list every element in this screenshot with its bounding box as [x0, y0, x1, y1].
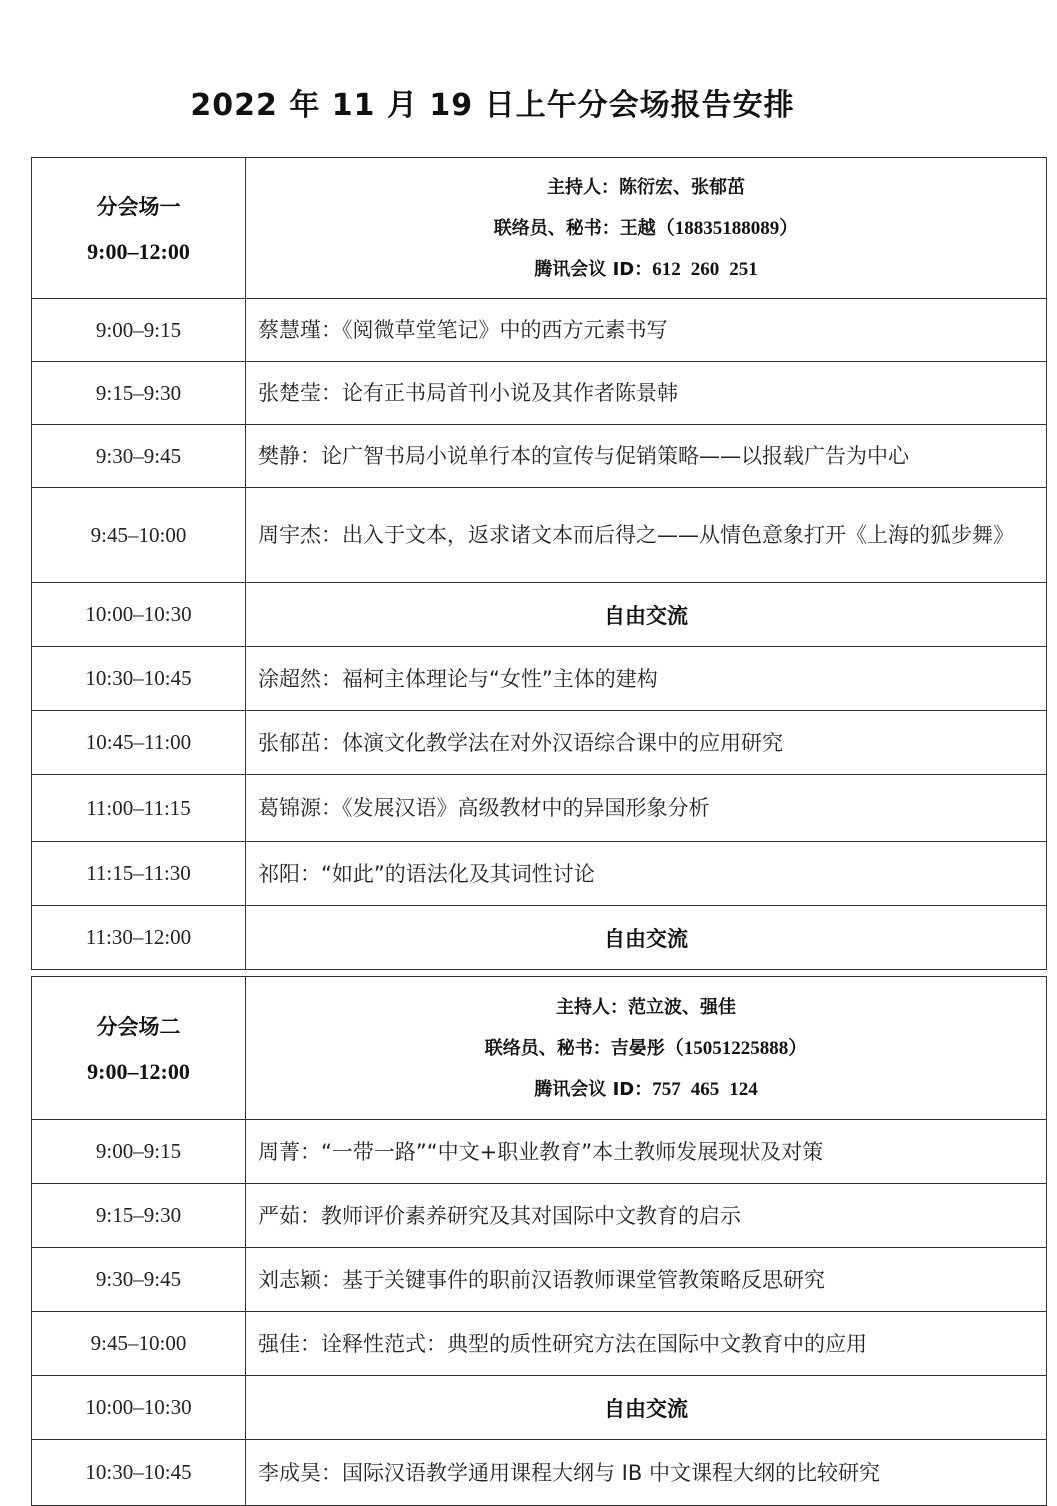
session-table: [31, 976, 1047, 1506]
table-row: [32, 711, 1047, 775]
talk-cell: 周菁：“一带一路”“中文+职业教育”本土教师发展现状及对策: [246, 1120, 1047, 1184]
talk-cell: 葛锦源：《发展汉语》高级教材中的异国形象分析: [246, 775, 1047, 842]
talk-cell: 蔡慧瑾：《阅微草堂笔记》中的西方元素书写: [246, 299, 1047, 362]
host-names: 陈衍宏、张郁茁: [619, 176, 745, 198]
table-row: [32, 299, 1047, 362]
host-label: 主持人：: [547, 176, 619, 198]
time-cell: 9:45–10:00: [32, 488, 246, 583]
table-row: [32, 425, 1047, 488]
meeting-id-part: 612: [652, 258, 681, 280]
talk-cell: 强佳：诠释性范式：典型的质性研究方法在国际中文教育中的应用: [246, 1312, 1047, 1376]
time-cell: 10:30–10:45: [32, 647, 246, 711]
time-cell: 11:30–12:00: [32, 906, 246, 970]
time-cell: 11:15–11:30: [32, 842, 246, 906]
meeting-id-part: 757: [652, 1078, 681, 1100]
talk-cell: 樊静：论广智书局小说单行本的宣传与促销策略——以报载广告为中心: [246, 425, 1047, 488]
time-cell: 10:45–11:00: [32, 711, 246, 775]
table-row: [32, 647, 1047, 711]
meeting-line: [246, 249, 1046, 290]
table-row: [32, 1312, 1047, 1376]
meeting-id: [652, 259, 758, 280]
talk-cell: 严茹：教师评价素养研究及其对国际中文教育的启示: [246, 1184, 1047, 1248]
host-label: 主持人：: [556, 996, 628, 1018]
table-row: [32, 842, 1047, 906]
session-info-cell: [246, 977, 1047, 1120]
session-time: 9:00–12:00: [87, 239, 190, 264]
talk-cell: 刘志颖：基于关键事件的职前汉语教师课堂管教策略反思研究: [246, 1248, 1047, 1312]
contact-name: 王越: [619, 217, 656, 239]
table-row: [32, 1248, 1047, 1312]
talk-cell: 周宇杰：出入于文本，返求诸文本而后得之——从情色意象打开《上海的狐步舞》: [246, 488, 1047, 583]
page-title: 2022 年 11 月 19 日上午分会场报告安排: [190, 88, 795, 123]
time-cell: 10:00–10:30: [32, 583, 246, 647]
time-cell: 9:00–9:15: [32, 299, 246, 362]
table-row: [32, 775, 1047, 842]
meeting-label: 腾讯会议 ID：: [534, 1078, 653, 1100]
time-cell: 9:00–9:15: [32, 1120, 246, 1184]
session-name-cell: [32, 977, 246, 1120]
host-line: [246, 167, 1046, 208]
meeting-id-part: 124: [729, 1078, 758, 1100]
table-row: [32, 906, 1047, 970]
time-cell: 9:15–9:30: [32, 1184, 246, 1248]
session-name: 分会场一: [96, 195, 181, 219]
table-row: [32, 1440, 1047, 1506]
session-name: 分会场二: [96, 1015, 181, 1039]
meeting-id-part: 465: [690, 1078, 720, 1100]
time-cell: 9:30–9:45: [32, 425, 246, 488]
session-time: 9:00–12:00: [87, 1059, 190, 1084]
table-row: [32, 583, 1047, 647]
host-names: 范立波、强佳: [628, 996, 736, 1018]
table-row: [32, 488, 1047, 583]
talk-cell: 涂超然：福柯主体理论与“女性”主体的建构: [246, 647, 1047, 711]
host-line: [246, 987, 1046, 1028]
time-cell: 9:15–9:30: [32, 362, 246, 425]
free-discussion-cell: 自由交流: [246, 1376, 1047, 1440]
time-cell: 9:45–10:00: [32, 1312, 246, 1376]
talk-cell: 李成昊：国际汉语教学通用课程大纲与 IB 中文课程大纲的比较研究: [246, 1440, 1047, 1506]
time-cell: 10:30–10:45: [32, 1440, 246, 1506]
contact-line: [246, 208, 1046, 249]
session-table: [31, 157, 1047, 970]
meeting-line: [246, 1069, 1046, 1110]
table-row: [32, 362, 1047, 425]
table-row: [32, 1184, 1047, 1248]
meeting-label: 腾讯会议 ID：: [534, 258, 653, 280]
table-row: [32, 1376, 1047, 1440]
session-header-row: [32, 158, 1047, 299]
talk-cell: 张郁茁：体演文化教学法在对外汉语综合课中的应用研究: [246, 711, 1047, 775]
meeting-id-part: 260: [690, 258, 720, 280]
meeting-id-part: 251: [729, 258, 758, 280]
contact-phone: （15051225888）: [664, 1037, 808, 1059]
free-discussion-cell: 自由交流: [246, 583, 1047, 647]
time-cell: 10:00–10:30: [32, 1376, 246, 1440]
meeting-id: [652, 1079, 758, 1100]
session-info-cell: [246, 158, 1047, 299]
talk-cell: 张楚莹：论有正书局首刊小说及其作者陈景韩: [246, 362, 1047, 425]
time-cell: 11:00–11:15: [32, 775, 246, 842]
contact-line: [246, 1028, 1046, 1069]
contact-label: 联络员、秘书：: [493, 217, 620, 239]
contact-phone: （18835188089）: [655, 217, 799, 239]
contact-label: 联络员、秘书：: [484, 1037, 611, 1059]
time-cell: 9:30–9:45: [32, 1248, 246, 1312]
contact-name: 吉晏彤: [610, 1037, 665, 1059]
session-name-cell: [32, 158, 246, 299]
free-discussion-cell: 自由交流: [246, 906, 1047, 970]
talk-cell: 祁阳：“如此”的语法化及其词性讨论: [246, 842, 1047, 906]
table-row: [32, 1120, 1047, 1184]
session-header-row: [32, 977, 1047, 1120]
